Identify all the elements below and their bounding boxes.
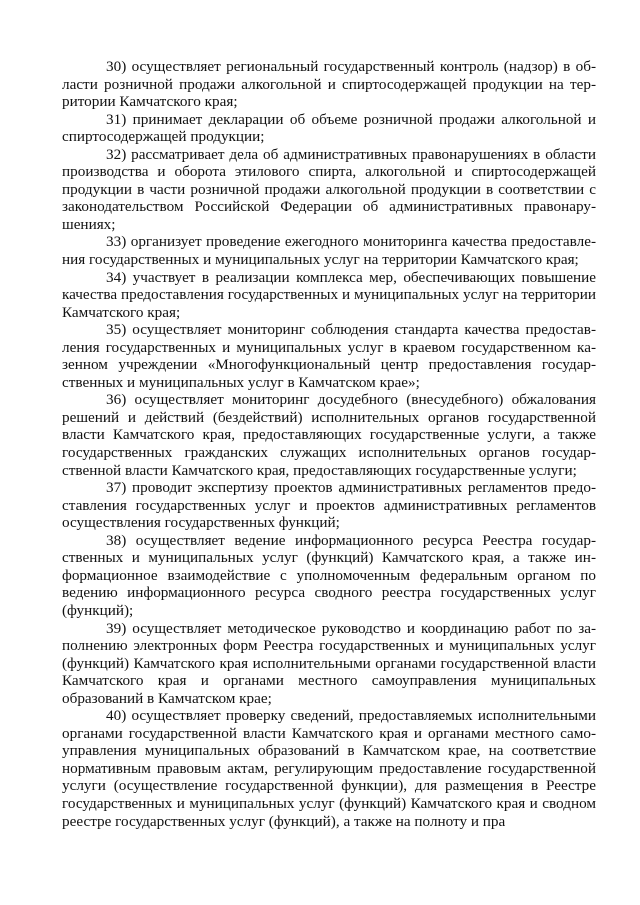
item-text: осуществляет методическое руководство и координацию работ по заполнению электронных форм Реестра государственных и муниципальных услуг (функций) Камчатского края исполнительными органами государственной власти Камчатского края и органами местного самоуправления муниципальных образований в Камчатском крае;: [62, 619, 597, 707]
list-item: [62, 391, 596, 479]
item-text: осуществляет региональный государственный контроль (надзор) в области розничной продажи алкогольной и спиртосодержащей продукции на территории Камчатского края;: [62, 58, 596, 111]
item-number: 40): [106, 707, 127, 725]
item-text: организует проведение ежегодного мониторинга качества предоставления государственных и муниципальных услуг на территории Камчатского края;: [62, 233, 597, 269]
list-item: [62, 321, 596, 391]
item-number: 33): [106, 233, 127, 251]
list-item: [62, 111, 596, 146]
item-text: осуществляет ведение информационного ресурса Реестра государственных и муниципальных услуг (функций) Камчатского края, а также информационное взаимодействие с уполномоченным федеральным органом по ведению информационного ресурса сводного реестра государственных услуг (функций);: [62, 531, 597, 619]
item-text: принимает декларации об объеме розничной продажи алкогольной и спиртосодержащей продукции;: [62, 110, 597, 146]
list-item: [62, 269, 596, 322]
item-number: 37): [106, 479, 127, 497]
item-text: осуществляет проверку сведений, предоставляемых исполнительными органами государственной власти Камчатского края и органами местного самоуправления муниципальных образований в Камчатском крае, на соответствие нормативным правовым актам, регулирующим предоставление государственной услуги (осуществление государственной функции), для размещения в Реестре государственных и муниципальных услуг (функций) Камчатского края и сводном реестре государственных услуг (функций), а также на полноту и пра: [62, 707, 597, 830]
list-item: [62, 707, 596, 830]
item-number: 31): [106, 110, 127, 128]
list-item: [62, 479, 596, 532]
item-number: 30): [106, 58, 127, 75]
item-number: 32): [106, 145, 127, 163]
item-text: осуществляет мониторинг досудебного (внесудебного) обжалования решений и действий (бездействий) исполнительных органов государственной власти Камчатского края, предоставляющих государственные услуги, а также государственных гражданских служащих исполнительных органов государственной власти Камчатского края, предоставляющих государственные услуги;: [62, 391, 597, 479]
item-text: проводит экспертизу проектов административных регламентов предоставления государственных услуг и проектов административных регламентов осуществления государственных функций;: [62, 479, 597, 532]
item-text: рассматривает дела об административных правонарушениях в области производства и оборота этилового спирта, алкогольной и спиртосодержащей продукции в части розничной продажи алкогольной продукции в соответствии с законодательством Российской Федерации об административных правонарушениях;: [62, 145, 596, 233]
item-number: 34): [106, 268, 127, 286]
document-page: [62, 58, 596, 830]
list-item: [62, 233, 596, 268]
item-number: 39): [106, 619, 127, 637]
item-number: 36): [106, 391, 127, 409]
item-number: 38): [106, 531, 127, 549]
item-number: 35): [106, 321, 127, 339]
list-item: [62, 620, 596, 708]
item-text: участвует в реализации комплекса мер, обеспечивающих повышение качества предоставления государственных и муниципальных услуг на территории Камчатского края;: [62, 268, 596, 321]
item-text: осуществляет мониторинг соблюдения стандарта качества предоставления государственных и муниципальных услуг в краевом государственном казенном учреждении «Многофункциональный центр предоставления государственных и муниципальных услуг в Камчатском крае»;: [62, 321, 597, 391]
list-item: [62, 58, 596, 111]
list-item: [62, 146, 596, 234]
list-item: [62, 532, 596, 620]
